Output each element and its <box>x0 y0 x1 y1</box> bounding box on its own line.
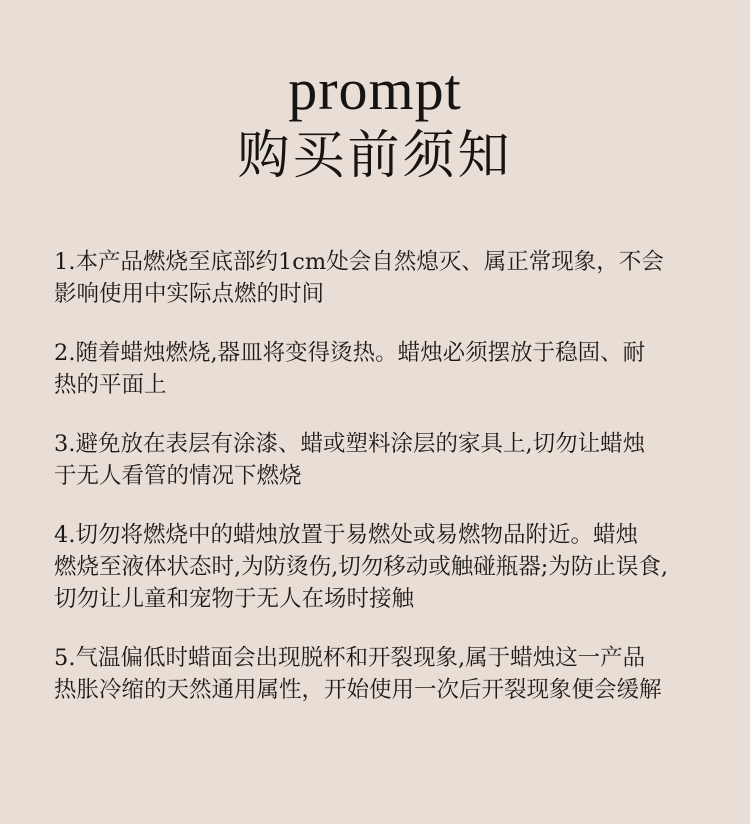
notice-item-1 <box>54 246 714 310</box>
notice-line: 切勿让儿童和宠物于无人在场时接触 <box>54 586 415 612</box>
notice-list <box>54 246 714 733</box>
notice-line: 于无人看管的情况下燃烧 <box>54 463 302 489</box>
notice-line: 5.气温偏低时蜡面会出现脱杯和开裂现象,属于蜡烛这一产品 <box>54 645 646 671</box>
page-title-chinese: 购买前须知 <box>237 126 513 186</box>
notice-line: 热胀冷缩的天然通用属性，开始使用一次后开裂现象便会缓解 <box>54 677 662 703</box>
notice-line: 1.本产品燃烧至底部约1cm处会自然熄灭、属正常现象，不会 <box>54 249 664 275</box>
notice-line: 4.切勿将燃烧中的蜡烛放置于易燃处或易燃物品附近。蜡烛 <box>54 522 638 548</box>
notice-item-4 <box>54 519 714 615</box>
page-title-english: prompt <box>288 57 462 122</box>
notice-line: 3.避免放在表层有涂漆、蜡或塑料涂层的家具上,切勿让蜡烛 <box>54 431 646 457</box>
notice-line: 影响使用中实际点燃的时间 <box>54 281 325 307</box>
notice-item-3 <box>54 428 714 492</box>
notice-line: 燃烧至液体状态时,为防烫伤,切勿移动或触碰瓶器;为防止误食, <box>54 554 669 580</box>
notice-item-5 <box>54 642 714 706</box>
notice-item-2 <box>54 337 714 401</box>
notice-line: 热的平面上 <box>54 372 167 398</box>
notice-line: 2.随着蜡烛燃烧,器皿将变得烫热。蜡烛必须摆放于稳固、耐 <box>54 340 646 366</box>
